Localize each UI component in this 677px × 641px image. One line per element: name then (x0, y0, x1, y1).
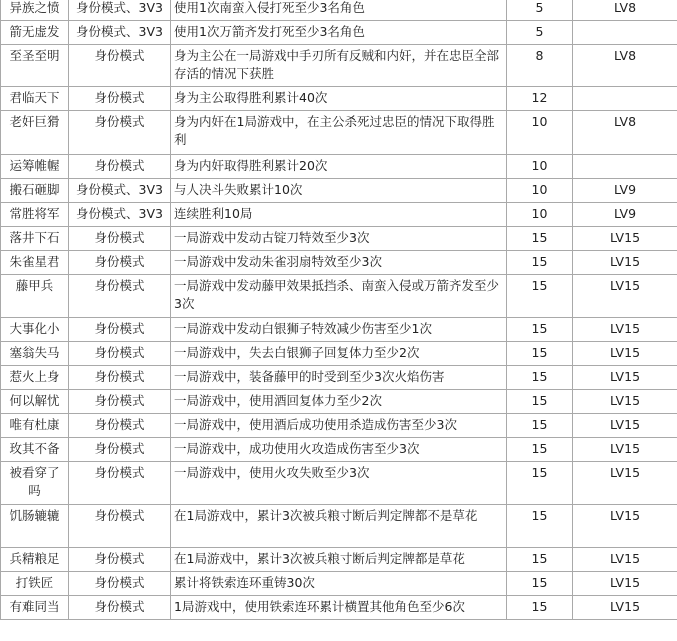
game-mode-cell: 身份模式 (69, 155, 171, 179)
achievement-description-cell: 一局游戏中发动朱雀羽扇特效至少3次 (171, 251, 507, 275)
game-mode-cell: 身份模式、3V3 (69, 203, 171, 227)
achievement-name-cell: 兵精粮足 (1, 548, 69, 572)
reward-value-cell: 10 (507, 155, 573, 179)
achievement-description-cell: 一局游戏中，使用火攻失败至少3次 (171, 462, 507, 505)
table-row (1, 596, 677, 620)
achievement-name-cell: 惹火上身 (1, 366, 69, 390)
reward-value-cell: 10 (507, 203, 573, 227)
table-row (1, 390, 677, 414)
table-row (1, 572, 677, 596)
achievement-name-cell: 被看穿了吗 (1, 462, 69, 505)
table-row (1, 227, 677, 251)
achievement-name-cell: 何以解忧 (1, 390, 69, 414)
achievement-name-cell: 玫其不备 (1, 438, 69, 462)
achievement-description-cell: 身为主公在一局游戏中手刃所有反贼和内奸，并在忠臣全部存活的情况下获胜 (171, 45, 507, 87)
table-row (1, 318, 677, 342)
achievement-description-cell: 一局游戏中，使用酒后成功使用杀造成伤害至少3次 (171, 414, 507, 438)
reward-value-cell: 5 (507, 0, 573, 21)
reward-value-cell: 8 (507, 45, 573, 87)
achievement-name-cell: 唯有杜康 (1, 414, 69, 438)
reward-value-cell: 12 (507, 87, 573, 111)
reward-value-cell: 15 (507, 596, 573, 620)
table-row (1, 155, 677, 179)
level-requirement-cell: LV8 (573, 111, 677, 155)
achievement-description-cell: 在1局游戏中，累计3次被兵粮寸断后判定牌都不是草花 (171, 505, 507, 548)
achievement-name-cell: 箭无虚发 (1, 21, 69, 45)
achievement-description-cell: 一局游戏中，失去白银狮子回复体力至少2次 (171, 342, 507, 366)
table-row (1, 0, 677, 21)
game-mode-cell: 身份模式 (69, 572, 171, 596)
reward-value-cell: 15 (507, 227, 573, 251)
reward-value-cell: 15 (507, 548, 573, 572)
level-requirement-cell: LV15 (573, 366, 677, 390)
level-requirement-cell: LV8 (573, 0, 677, 21)
achievement-description-cell: 一局游戏中，成功使用火攻造成伤害至少3次 (171, 438, 507, 462)
game-mode-cell: 身份模式 (69, 390, 171, 414)
level-requirement-cell (573, 155, 677, 179)
table-row (1, 203, 677, 227)
achievement-description-cell: 一局游戏中，装备藤甲的时受到至少3次火焰伤害 (171, 366, 507, 390)
table-row (1, 275, 677, 318)
reward-value-cell: 15 (507, 414, 573, 438)
game-mode-cell: 身份模式、3V3 (69, 21, 171, 45)
level-requirement-cell: LV15 (573, 342, 677, 366)
level-requirement-cell: LV9 (573, 203, 677, 227)
reward-value-cell: 15 (507, 366, 573, 390)
level-requirement-cell: LV15 (573, 251, 677, 275)
achievement-name-cell: 至圣至明 (1, 45, 69, 87)
achievement-name-cell: 异族之愤 (1, 0, 69, 21)
level-requirement-cell: LV15 (573, 318, 677, 342)
level-requirement-cell: LV15 (573, 390, 677, 414)
game-mode-cell: 身份模式、3V3 (69, 0, 171, 21)
achievement-description-cell: 使用1次南蛮入侵打死至少3名角色 (171, 0, 507, 21)
achievement-name-cell: 打铁匠 (1, 572, 69, 596)
game-mode-cell: 身份模式 (69, 548, 171, 572)
level-requirement-cell (573, 87, 677, 111)
level-requirement-cell: LV15 (573, 414, 677, 438)
game-mode-cell: 身份模式 (69, 251, 171, 275)
reward-value-cell: 15 (507, 390, 573, 414)
achievement-description-cell: 累计将铁索连环重铸30次 (171, 572, 507, 596)
achievement-description-cell: 连续胜利10局 (171, 203, 507, 227)
reward-value-cell: 15 (507, 342, 573, 366)
reward-value-cell: 15 (507, 572, 573, 596)
table-row (1, 462, 677, 505)
game-mode-cell: 身份模式 (69, 505, 171, 548)
achievement-name-cell: 藤甲兵 (1, 275, 69, 318)
achievement-description-cell: 一局游戏中发动古锭刀特效至少3次 (171, 227, 507, 251)
achievements-table-body (1, 0, 677, 620)
game-mode-cell: 身份模式、3V3 (69, 179, 171, 203)
level-requirement-cell: LV15 (573, 227, 677, 251)
reward-value-cell: 10 (507, 111, 573, 155)
achievement-description-cell: 使用1次万箭齐发打死至少3名角色 (171, 21, 507, 45)
achievement-name-cell: 落井下石 (1, 227, 69, 251)
game-mode-cell: 身份模式 (69, 462, 171, 505)
level-requirement-cell: LV15 (573, 596, 677, 620)
achievement-name-cell: 大事化小 (1, 318, 69, 342)
game-mode-cell: 身份模式 (69, 342, 171, 366)
table-row (1, 414, 677, 438)
game-mode-cell: 身份模式 (69, 318, 171, 342)
achievement-name-cell: 搬石砸脚 (1, 179, 69, 203)
achievement-name-cell: 君临天下 (1, 87, 69, 111)
achievement-name-cell: 有难同当 (1, 596, 69, 620)
table-row (1, 45, 677, 87)
achievement-name-cell: 塞翁失马 (1, 342, 69, 366)
game-mode-cell: 身份模式 (69, 366, 171, 390)
achievement-name-cell: 朱雀星君 (1, 251, 69, 275)
game-mode-cell: 身份模式 (69, 111, 171, 155)
game-mode-cell: 身份模式 (69, 45, 171, 87)
level-requirement-cell: LV8 (573, 45, 677, 87)
achievement-description-cell: 在1局游戏中，累计3次被兵粮寸断后判定牌都是草花 (171, 548, 507, 572)
table-row (1, 21, 677, 45)
game-mode-cell: 身份模式 (69, 227, 171, 251)
level-requirement-cell: LV15 (573, 572, 677, 596)
game-mode-cell: 身份模式 (69, 87, 171, 111)
level-requirement-cell: LV15 (573, 548, 677, 572)
achievement-name-cell: 老奸巨猾 (1, 111, 69, 155)
level-requirement-cell: LV15 (573, 505, 677, 548)
table-row (1, 548, 677, 572)
table-row (1, 366, 677, 390)
table-row (1, 87, 677, 111)
game-mode-cell: 身份模式 (69, 596, 171, 620)
table-row (1, 179, 677, 203)
achievement-description-cell: 一局游戏中发动藤甲效果抵挡杀、南蛮入侵或万箭齐发至少3次 (171, 275, 507, 318)
reward-value-cell: 15 (507, 275, 573, 318)
game-mode-cell: 身份模式 (69, 414, 171, 438)
achievement-description-cell: 身为内奸在1局游戏中，在主公杀死过忠臣的情况下取得胜利 (171, 111, 507, 155)
level-requirement-cell: LV15 (573, 462, 677, 505)
game-mode-cell: 身份模式 (69, 438, 171, 462)
reward-value-cell: 5 (507, 21, 573, 45)
table-row (1, 111, 677, 155)
reward-value-cell: 15 (507, 438, 573, 462)
achievement-description-cell: 一局游戏中发动白银狮子特效减少伤害至少1次 (171, 318, 507, 342)
level-requirement-cell: LV9 (573, 179, 677, 203)
table-row (1, 251, 677, 275)
achievement-description-cell: 与人决斗失败累计10次 (171, 179, 507, 203)
reward-value-cell: 10 (507, 179, 573, 203)
table-row (1, 505, 677, 548)
achievement-description-cell: 1局游戏中，使用铁索连环累计横置其他角色至少6次 (171, 596, 507, 620)
achievement-description-cell: 一局游戏中，使用酒回复体力至少2次 (171, 390, 507, 414)
level-requirement-cell (573, 21, 677, 45)
reward-value-cell: 15 (507, 505, 573, 548)
level-requirement-cell: LV15 (573, 275, 677, 318)
table-row (1, 438, 677, 462)
achievement-description-cell: 身为主公取得胜利累计40次 (171, 87, 507, 111)
achievement-name-cell: 常胜将军 (1, 203, 69, 227)
achievement-description-cell: 身为内奸取得胜利累计20次 (171, 155, 507, 179)
achievement-name-cell: 运筹帷幄 (1, 155, 69, 179)
reward-value-cell: 15 (507, 251, 573, 275)
reward-value-cell: 15 (507, 462, 573, 505)
level-requirement-cell: LV15 (573, 438, 677, 462)
reward-value-cell: 15 (507, 318, 573, 342)
game-mode-cell: 身份模式 (69, 275, 171, 318)
table-row (1, 342, 677, 366)
achievement-name-cell: 饥肠辘辘 (1, 505, 69, 548)
